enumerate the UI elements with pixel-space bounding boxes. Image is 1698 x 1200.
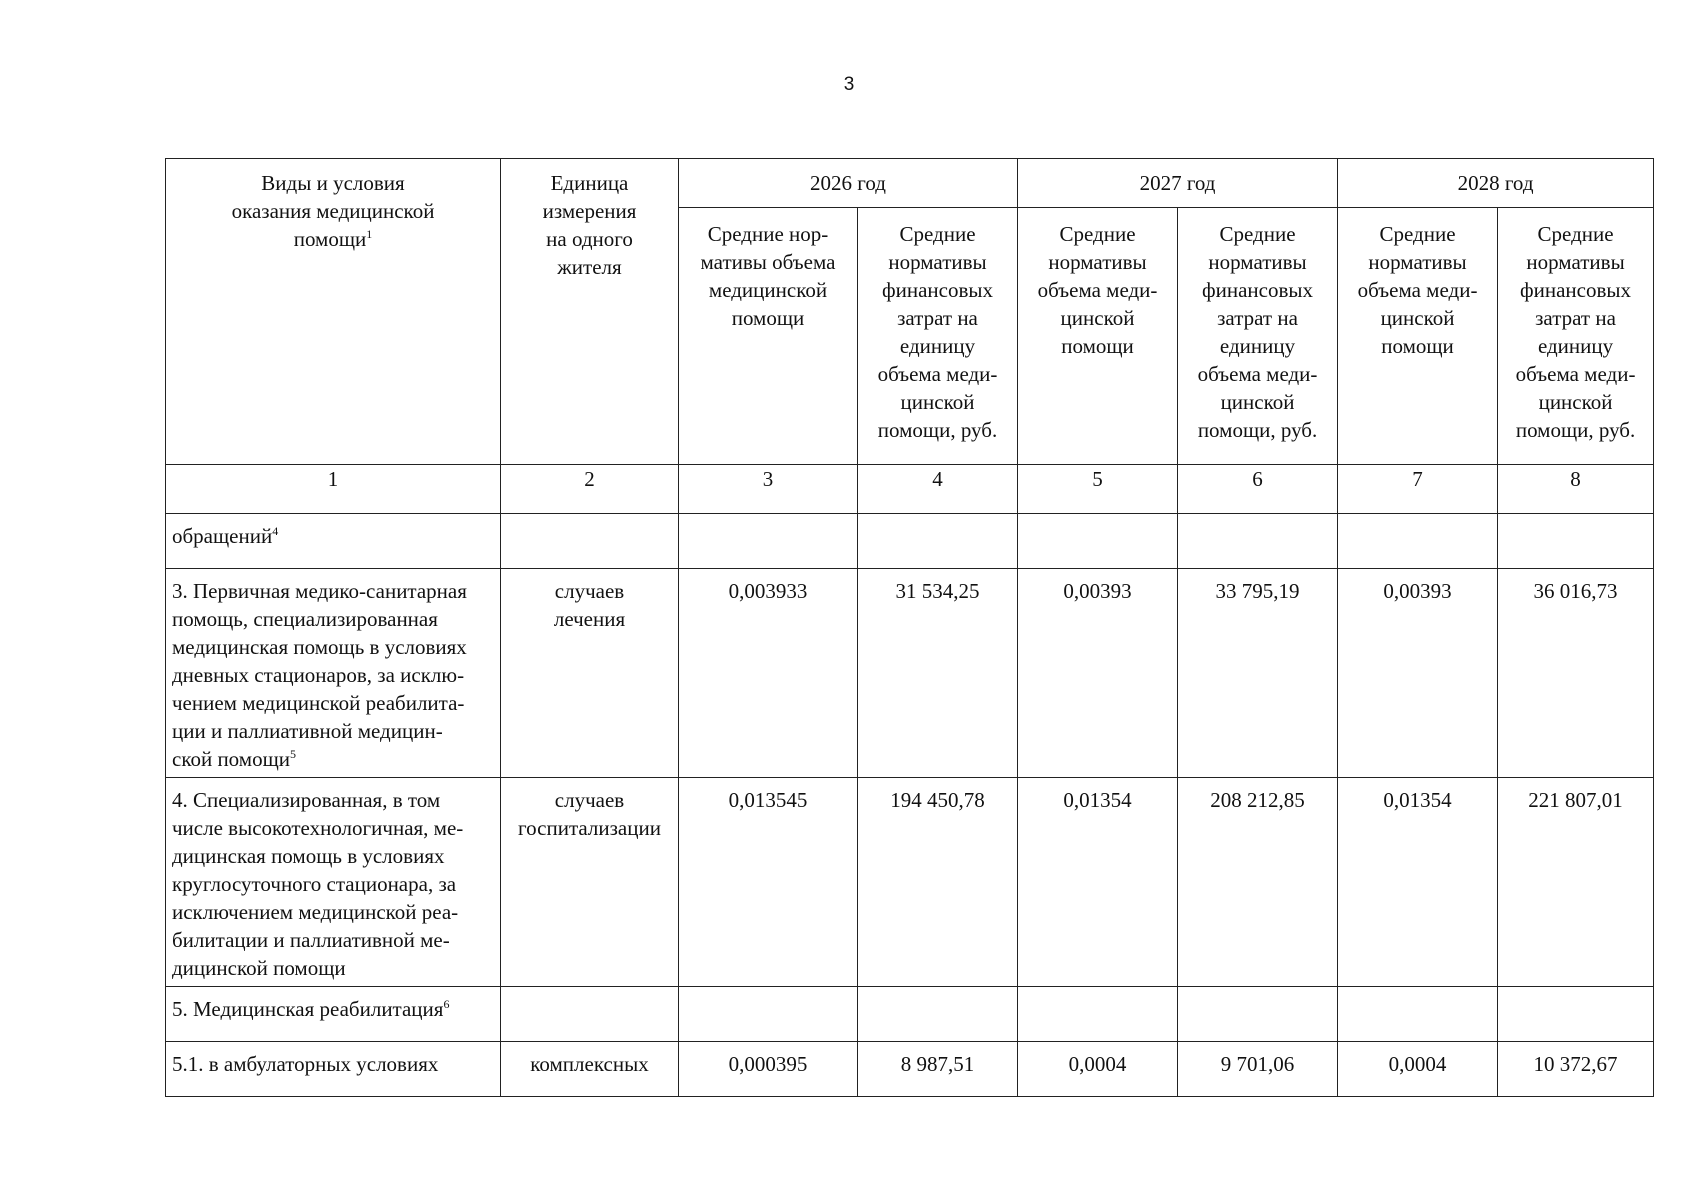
text-line: объема меди-: [877, 362, 998, 386]
column-number: 2: [501, 465, 679, 514]
text-line: помощи, руб.: [1515, 418, 1636, 442]
column-number: 8: [1498, 465, 1654, 514]
text-line: обращений$^4$: [172, 524, 279, 548]
care-type-cell: [166, 1042, 501, 1097]
footnote-marker: 4: [272, 524, 279, 538]
text-line: объема меди-: [1197, 362, 1318, 386]
header-row-years: [166, 159, 1654, 208]
volume-norm-cell: 0,0004: [1018, 1042, 1178, 1097]
column-number-row: [166, 465, 1654, 514]
text-line: нормативы: [1048, 250, 1147, 274]
text-line: помощи, руб.: [1197, 418, 1318, 442]
text-line: единицу: [1537, 334, 1614, 358]
volume-norm-cell: 0,01354: [1338, 778, 1498, 987]
text-line: цинской: [900, 390, 975, 414]
finance-norm-cell: 194 450,78: [858, 778, 1018, 987]
text-line: нормативы: [1526, 250, 1625, 274]
volume-norm-cell: [1338, 514, 1498, 569]
text-line: финансовых: [882, 278, 993, 302]
unit-cell: [501, 987, 679, 1042]
text-line: ции и паллиативной медицин-: [172, 719, 443, 743]
text-line: лечения: [553, 607, 626, 631]
header-year-2027: 2027 год: [1018, 159, 1338, 208]
text-line: цинской: [1380, 306, 1455, 330]
volume-norm-cell: [1338, 987, 1498, 1042]
text-line: 5.1. в амбулаторных условиях: [172, 1052, 439, 1076]
finance-norm-cell: 8 987,51: [858, 1042, 1018, 1097]
header-year-2028: 2028 год: [1338, 159, 1654, 208]
column-number: 4: [858, 465, 1018, 514]
text-line: нормативы: [888, 250, 987, 274]
text-line: Единица: [550, 171, 629, 195]
finance-norm-cell: 221 807,01: [1498, 778, 1654, 987]
table-row: [166, 569, 1654, 778]
text-line: Средние: [1059, 222, 1136, 246]
text-line: оказания медицинской: [231, 199, 435, 223]
unit-cell: [501, 778, 679, 987]
text-line: объема меди-: [1357, 278, 1478, 302]
volume-norm-cell: 0,003933: [679, 569, 858, 778]
care-type-cell: [166, 987, 501, 1042]
volume-norm-cell: 0,00393: [1018, 569, 1178, 778]
text-line: Средние: [1219, 222, 1296, 246]
text-line: цинской: [1060, 306, 1135, 330]
text-line: Средние: [899, 222, 976, 246]
volume-norm-cell: [1018, 987, 1178, 1042]
text-line: случаев: [554, 579, 625, 603]
volume-norm-cell: [679, 514, 858, 569]
text-line: затрат на: [1535, 306, 1616, 330]
text-line: круглосуточного стационара, за: [172, 872, 457, 896]
text-line: помощь, специализированная: [172, 607, 438, 631]
header-type-conditions: [166, 159, 501, 465]
finance-norm-cell: [858, 514, 1018, 569]
finance-norm-cell: 9 701,06: [1178, 1042, 1338, 1097]
column-number: 1: [166, 465, 501, 514]
finance-norm-cell: 33 795,19: [1178, 569, 1338, 778]
text-line: Средние: [1379, 222, 1456, 246]
text-line: ской помощи$^5$: [172, 747, 296, 771]
column-number: 5: [1018, 465, 1178, 514]
text-line: измерения: [542, 199, 637, 223]
text-line: комплексных: [530, 1052, 649, 1076]
text-line: 3. Первичная медико-санитарная: [172, 579, 467, 603]
volume-norm-cell: 0,01354: [1018, 778, 1178, 987]
text-line: объема меди-: [1515, 362, 1636, 386]
care-type-cell: [166, 569, 501, 778]
text-line: дицинская помощь в условиях: [172, 844, 445, 868]
header-finance-2027: [1178, 208, 1338, 465]
text-line: билитации и паллиативной ме-: [172, 928, 450, 952]
text-line: госпитализации: [518, 816, 661, 840]
header-unit: [501, 159, 679, 465]
finance-norm-cell: [1178, 987, 1338, 1042]
finance-norm-cell: [1498, 987, 1654, 1042]
footnote-marker: 1: [366, 227, 373, 241]
text-line: Виды и условия: [261, 171, 405, 195]
text-line: объема меди-: [1037, 278, 1158, 302]
text-line: помощи: [1061, 334, 1134, 358]
header-volume-2028: [1338, 208, 1498, 465]
finance-norm-cell: 31 534,25: [858, 569, 1018, 778]
text-line: медицинская помощь в условиях: [172, 635, 467, 659]
text-line: помощи$^1$: [293, 227, 373, 251]
finance-norm-cell: 10 372,67: [1498, 1042, 1654, 1097]
table-row: [166, 778, 1654, 987]
table-row: [166, 987, 1654, 1042]
text-line: финансовых: [1520, 278, 1632, 302]
volume-norm-cell: 0,013545: [679, 778, 858, 987]
footnote-marker: 5: [289, 747, 296, 761]
text-line: единицу: [1219, 334, 1296, 358]
text-line: чением медицинской реабилита-: [172, 691, 465, 715]
text-line: 4. Специализированная, в том: [172, 788, 441, 812]
header-finance-2026: [858, 208, 1018, 465]
volume-norm-cell: [679, 987, 858, 1042]
care-type-cell: [166, 778, 501, 987]
text-line: помощи: [1381, 334, 1454, 358]
volume-norm-cell: 0,00393: [1338, 569, 1498, 778]
unit-cell: [501, 514, 679, 569]
table-row: [166, 1042, 1654, 1097]
text-line: исключением медицинской реа-: [172, 900, 459, 924]
text-line: единицу: [899, 334, 976, 358]
finance-norm-cell: [1178, 514, 1338, 569]
column-number: 3: [679, 465, 858, 514]
finance-norm-cell: 208 212,85: [1178, 778, 1338, 987]
finance-norm-cell: [858, 987, 1018, 1042]
text-line: цинской: [1538, 390, 1613, 414]
text-line: помощи: [731, 306, 805, 330]
header-finance-2028: [1498, 208, 1654, 465]
column-number: 6: [1178, 465, 1338, 514]
text-line: медицинской: [708, 278, 828, 302]
text-line: 5. Медицинская реабилитация$^6$: [172, 997, 450, 1021]
care-type-cell: [166, 514, 501, 569]
text-line: финансовых: [1202, 278, 1314, 302]
text-line: Средние: [1537, 222, 1614, 246]
text-line: жителя: [557, 255, 622, 279]
unit-cell: [501, 1042, 679, 1097]
text-line: нормативы: [1208, 250, 1307, 274]
finance-norm-cell: [1498, 514, 1654, 569]
norms-table: [165, 158, 1654, 1097]
text-line: нормативы: [1368, 250, 1467, 274]
footnote-marker: 6: [443, 997, 450, 1011]
column-number: 7: [1338, 465, 1498, 514]
page-number: 3: [843, 74, 855, 95]
volume-norm-cell: 0,000395: [679, 1042, 858, 1097]
text-line: числе высокотехнологичная, ме-: [172, 816, 464, 840]
header-volume-2027: [1018, 208, 1178, 465]
volume-norm-cell: 0,0004: [1338, 1042, 1498, 1097]
volume-norm-cell: [1018, 514, 1178, 569]
text-line: цинской: [1220, 390, 1295, 414]
text-line: на одного: [546, 227, 633, 251]
text-line: затрат на: [1217, 306, 1298, 330]
unit-cell: [501, 569, 679, 778]
text-line: мативы объема: [700, 250, 836, 274]
header-volume-2026: [679, 208, 858, 465]
text-line: Средние нор-: [707, 222, 829, 246]
text-line: дневных стационаров, за исклю-: [172, 663, 465, 687]
finance-norm-cell: 36 016,73: [1498, 569, 1654, 778]
text-line: затрат на: [897, 306, 978, 330]
text-line: случаев: [554, 788, 625, 812]
text-line: дицинской помощи: [172, 956, 346, 980]
header-year-2026: 2026 год: [679, 159, 1018, 208]
text-line: помощи, руб.: [877, 418, 998, 442]
table-row: [166, 514, 1654, 569]
